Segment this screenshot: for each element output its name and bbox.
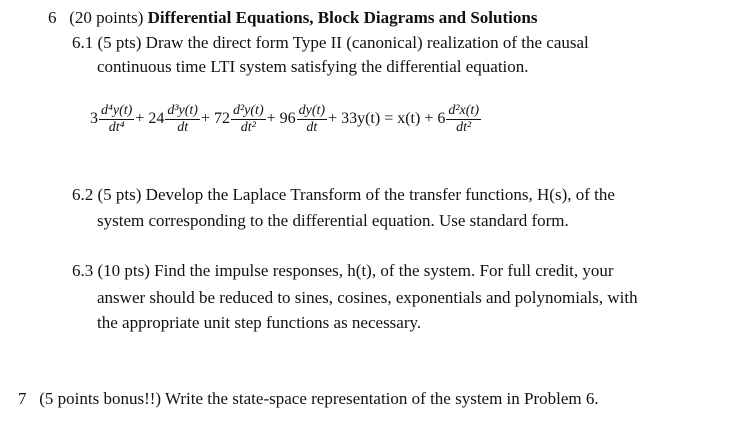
- eq-frac-3-num: d²y(t): [232, 102, 264, 118]
- eq-term-3: + 72: [200, 110, 230, 127]
- eq-term-4: + 96: [266, 110, 296, 127]
- part-6-1-line-2: continuous time LTI system satisfying the differential equation.: [97, 57, 529, 76]
- eq-frac-3-den: dt²: [240, 119, 256, 135]
- eq-rest: + 33y(t) = x(t) + 6: [328, 110, 446, 127]
- eq-frac-2-den: dt: [177, 119, 189, 135]
- eq-frac-5: [446, 103, 481, 136]
- eq-frac-2-num: d³y(t): [167, 102, 198, 118]
- part-6-2-line-1: 6.2 (5 pts) Develop the Laplace Transform of the transfer functions, H(s), of the: [72, 185, 615, 204]
- eq-term-2: + 24: [135, 110, 165, 127]
- differential-equation: [90, 94, 482, 144]
- problem-7: [18, 389, 599, 409]
- eq-frac-5-num: d²x(t): [448, 102, 479, 118]
- eq-frac-1-den: dt⁴: [108, 119, 125, 135]
- part-6-3-line-3: the appropriate unit step functions as necessary.: [97, 313, 422, 332]
- eq-frac-1: [99, 103, 134, 136]
- problem-6-points: (20 points): [69, 8, 144, 27]
- eq-frac-1-num: d⁴y(t): [101, 102, 133, 118]
- eq-frac-5-den: dt²: [456, 119, 472, 135]
- eq-frac-4-den: dt: [306, 119, 318, 135]
- eq-frac-4-num: dy(t): [298, 102, 326, 118]
- problem-7-number: 7: [18, 389, 27, 408]
- problem-6-header: [48, 8, 537, 28]
- problem-7-text: (5 points bonus!!) Write the state-space representation of the system in Problem 6.: [39, 389, 599, 408]
- part-6-3-line-1: 6.3 (10 pts) Find the impulse responses, h(t), of the system. For full credit, your: [72, 261, 614, 280]
- eq-coef-1: 3: [90, 110, 98, 127]
- problem-6-title: Differential Equations, Block Diagrams and Solutions: [147, 8, 538, 27]
- eq-frac-4: [297, 103, 327, 136]
- part-6-2-line-2: system corresponding to the differential equation. Use standard form.: [97, 211, 569, 230]
- eq-frac-2: [165, 103, 200, 136]
- eq-frac-3: [231, 103, 266, 136]
- part-6-1-line-1: 6.1 (5 pts) Draw the direct form Type II (canonical) realization of the causal: [72, 33, 589, 52]
- problem-6-number: 6: [48, 8, 57, 27]
- part-6-3-line-2: answer should be reduced to sines, cosines, exponentials and polynomials, with: [97, 288, 638, 307]
